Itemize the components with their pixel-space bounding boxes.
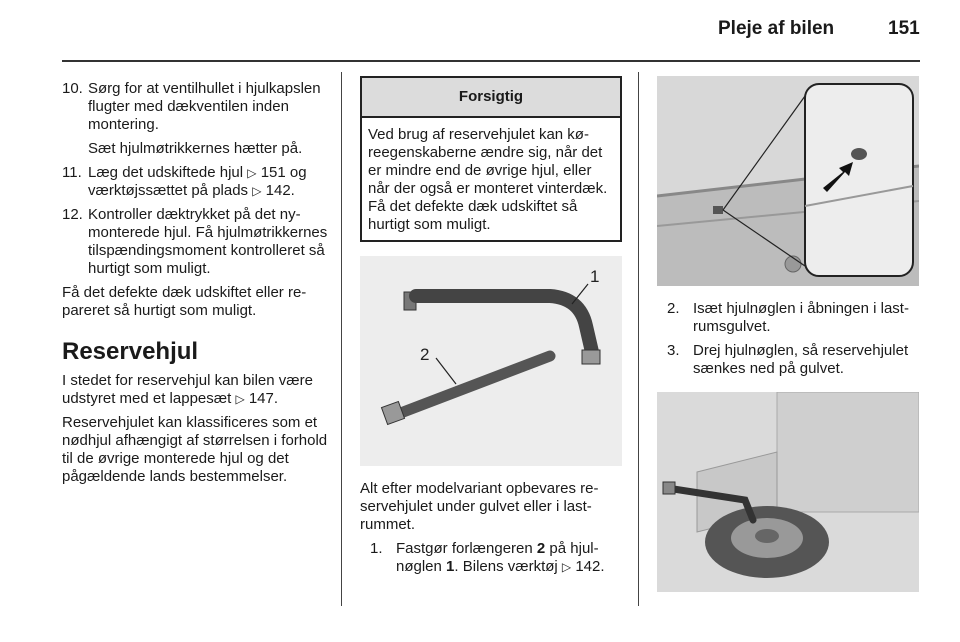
callout-line-2: [436, 358, 456, 384]
step-2: [667, 300, 919, 336]
caution-title: Forsigtig: [362, 78, 620, 118]
detail-inset: [805, 84, 913, 276]
wheel-wrench-illustration: [360, 256, 622, 466]
step-text: Isæt hjulnøglen i åbningen i lastrumsgulvet.: [693, 300, 909, 335]
section-title: Reservehjul: [62, 338, 199, 365]
extension-bar-icon: [398, 356, 550, 414]
step-text: på hjulnøglen: [396, 540, 599, 575]
list-subtext: Sæt hjulmøtrikkernes hætter på.: [88, 140, 303, 157]
column-3: [657, 76, 919, 592]
list-item-10: [62, 80, 330, 134]
spare-wheel-figure: [657, 392, 919, 592]
page-reference-icon: ▷: [235, 392, 245, 406]
list-number: 12.: [62, 206, 83, 223]
caution-box: [360, 76, 622, 242]
paragraph-text: I stedet for reservehjul kan bilen være udstyret med et lappesæt: [62, 372, 313, 407]
opening-detail-icon: [851, 148, 867, 160]
paragraph: Reservehjulet kan klassificeres som et nødhjul afhængigt af størrelsen i forhold til de øvrige monterede hjul og det pågældende lands bestemmelser.: [62, 414, 328, 485]
column-1: [62, 80, 330, 492]
page-reference-icon: ▷: [247, 166, 257, 180]
wrench-socket-icon: [582, 350, 600, 364]
step-3: [667, 342, 919, 378]
list-text: Sørg for at ventilhullet i hjulkapslen flugter med dækventilen inden montering.: [88, 80, 321, 133]
step-bold: 2: [536, 540, 546, 557]
spare-wheel-illustration: [657, 392, 919, 592]
column-divider-2: [638, 72, 639, 606]
page-reference-link[interactable]: 142.: [265, 182, 295, 199]
paragraph: Alt efter modelvariant opbevares reservehjulet under gulvet eller i lastrummet.: [360, 480, 599, 533]
list-text: Kontroller dæktrykket på det nymonterede hjul. Få hjulmøtrikkernes tilspændingsmoment kontrolleret så hurtigt som muligt.: [88, 206, 328, 277]
step-text: Fastgør forlængeren: [396, 540, 533, 557]
paragraph: [62, 372, 330, 408]
list-text: værktøjssættet på plads: [88, 182, 249, 199]
column-2: [360, 76, 622, 582]
page-number: 151: [888, 18, 920, 39]
list-number: 11.: [62, 164, 82, 181]
step-number: 3.: [667, 342, 680, 359]
page-header-title: Pleje af bilen: [718, 18, 835, 39]
step-text: Drej hjulnøglen, så reservehjulet sænkes ned på gulvet.: [693, 342, 909, 377]
header-divider: [62, 60, 920, 62]
page-reference-icon: ▷: [252, 184, 262, 198]
callout-label-2: 2: [420, 345, 430, 364]
cargo-floor-figure: [657, 76, 919, 286]
paragraph: Få det defekte dæk udskiftet eller repareret så hurtigt som muligt.: [62, 284, 307, 319]
page-reference-icon: ▷: [561, 560, 572, 574]
extension-socket-icon: [381, 401, 404, 424]
list-text: Læg det udskiftede hjul: [88, 164, 244, 181]
list-item-12: [62, 206, 330, 278]
list-number: 10.: [62, 80, 83, 97]
list-item-11: [62, 164, 330, 200]
step-text: . Bilens værktøj: [454, 558, 558, 575]
caution-text: Ved brug af reservehjulet kan køreegenskaberne ændre sig, når det er mindre end de øvrige hjul, eller når der også er monteret vinterdæk. Få det defekte dæk udskiftet så hurtigt som muligt.: [368, 126, 608, 233]
wheel-wrench-figure: [360, 256, 622, 466]
page-reference-link[interactable]: 142.: [575, 558, 605, 575]
page-reference-link[interactable]: 147.: [248, 390, 279, 407]
step-1: [370, 540, 622, 576]
page-reference-link[interactable]: 151 og: [260, 164, 307, 181]
floor-opening-icon: [713, 206, 723, 214]
column-divider-1: [341, 72, 342, 606]
wheel-wrench-icon: [416, 296, 592, 352]
step-number: 2.: [667, 300, 680, 317]
callout-label-1: 1: [590, 267, 600, 286]
cargo-floor-illustration: [657, 76, 919, 286]
step-number: 1.: [370, 540, 383, 557]
step-bold: 1: [446, 558, 455, 575]
